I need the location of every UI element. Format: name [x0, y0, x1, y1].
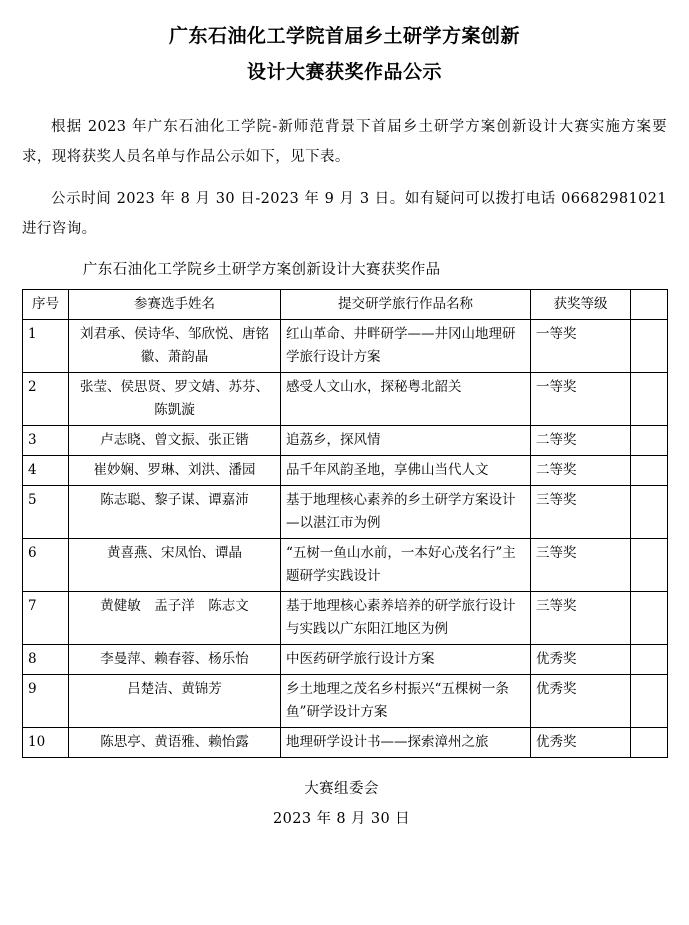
cell-level: 三等奖: [531, 592, 631, 645]
cell-work: “五树一鱼山水前，一本好心茂名行”主题研学实践设计: [281, 539, 531, 592]
table-row: [23, 426, 668, 456]
cell-names: 刘君承、侯诗华、邹欣悦、唐铭徽、萧韵晶: [69, 320, 281, 373]
cell-no: 3: [23, 426, 69, 456]
cell-extra: [631, 320, 668, 373]
table-row: [23, 675, 668, 728]
table-row: [23, 320, 668, 373]
body-paragraph-1: 根据 2023 年广东石油化工学院-新师范背景下首届乡土研学方案创新设计大赛实施方案要求，现将获奖人员名单与作品公示如下，见下表。: [22, 119, 667, 165]
table-row: [23, 373, 668, 426]
cell-extra: [631, 486, 668, 539]
cell-level: 优秀奖: [531, 645, 631, 675]
page-title: [22, 18, 667, 90]
title-line-1: 广东石油化工学院首届乡土研学方案创新: [168, 25, 520, 47]
table-row: [23, 592, 668, 645]
column-header-extra: [631, 290, 668, 320]
column-header-level: 获奖等级: [531, 290, 631, 320]
cell-no: 7: [23, 592, 69, 645]
cell-names: 张莹、侯思贤、罗文婧、苏芬、陈凱漩: [69, 373, 281, 426]
cell-extra: [631, 456, 668, 486]
cell-no: 10: [23, 728, 69, 758]
cell-names: 黄喜燕、宋凤怡、谭晶: [69, 539, 281, 592]
column-header-no: 序号: [23, 290, 69, 320]
cell-names: 黄健敏 盂子洋 陈志文: [69, 592, 281, 645]
cell-work: 感受人文山水，探秘粤北韶关: [281, 373, 531, 426]
cell-work: 基于地理核心素养培养的研学旅行设计与实践以广东阳江地区为例: [281, 592, 531, 645]
column-header-names: 参赛选手姓名: [69, 290, 281, 320]
table-row: [23, 645, 668, 675]
cell-level: 二等奖: [531, 426, 631, 456]
cell-no: 1: [23, 320, 69, 373]
table-row: [23, 728, 668, 758]
cell-no: 6: [23, 539, 69, 592]
cell-no: 8: [23, 645, 69, 675]
cell-extra: [631, 539, 668, 592]
cell-work: 基于地理核心素养的乡土研学方案设计—以湛江市为例: [281, 486, 531, 539]
cell-names: 陈思亭、黄语雅、赖怡露: [69, 728, 281, 758]
cell-extra: [631, 426, 668, 456]
cell-names: 吕楚洁、黄锦芳: [69, 675, 281, 728]
cell-names: 卢志晓、曾文振、张正锴: [69, 426, 281, 456]
column-header-work: 提交研学旅行作品名称: [281, 290, 531, 320]
cell-extra: [631, 373, 668, 426]
table-header-row: [23, 290, 668, 320]
cell-work: 红山革命、井畔研学——井冈山地理研学旅行设计方案: [281, 320, 531, 373]
cell-level: 优秀奖: [531, 728, 631, 758]
cell-level: 优秀奖: [531, 675, 631, 728]
cell-no: 9: [23, 675, 69, 728]
table-caption: 广东石油化工学院乡土研学方案创新设计大赛获奖作品: [82, 262, 441, 278]
cell-level: 三等奖: [531, 539, 631, 592]
cell-names: 陈志聪、黎子谋、谭嘉沛: [69, 486, 281, 539]
cell-names: 崔妙娴、罗琳、刘洪、潘园: [69, 456, 281, 486]
title-line-2: 设计大赛获奖作品公示: [246, 61, 442, 83]
body-paragraph-2: 公示时间 2023 年 8 月 30 日-2023 年 9 月 3 日。如有疑问可以拨打电话 06682981021 进行咨询。: [22, 191, 667, 237]
cell-level: 二等奖: [531, 456, 631, 486]
table-row: [23, 486, 668, 539]
cell-work: 追荔乡，探风情: [281, 426, 531, 456]
cell-no: 4: [23, 456, 69, 486]
cell-work: 中医药研学旅行设计方案: [281, 645, 531, 675]
cell-no: 5: [23, 486, 69, 539]
signature-date: 2023 年 8 月 30 日: [272, 811, 411, 827]
cell-level: 一等奖: [531, 320, 631, 373]
cell-no: 2: [23, 373, 69, 426]
cell-level: 三等奖: [531, 486, 631, 539]
cell-level: 一等奖: [531, 373, 631, 426]
cell-extra: [631, 675, 668, 728]
cell-work: 地理研学设计书——探索漳州之旅: [281, 728, 531, 758]
cell-work: 品千年风韵圣地，享佛山当代人文: [281, 456, 531, 486]
signature-block: [22, 774, 667, 834]
cell-extra: [631, 645, 668, 675]
cell-names: 李曼萍、赖春蓉、杨乐怡: [69, 645, 281, 675]
cell-extra: [631, 728, 668, 758]
awards-table: [22, 289, 668, 758]
cell-extra: [631, 592, 668, 645]
signature-organization: 大赛组委会: [304, 781, 379, 797]
table-row: [23, 539, 668, 592]
table-row: [23, 456, 668, 486]
cell-work: 乡土地理之茂名乡村振兴“五棵树一条鱼”研学设计方案: [281, 675, 531, 728]
